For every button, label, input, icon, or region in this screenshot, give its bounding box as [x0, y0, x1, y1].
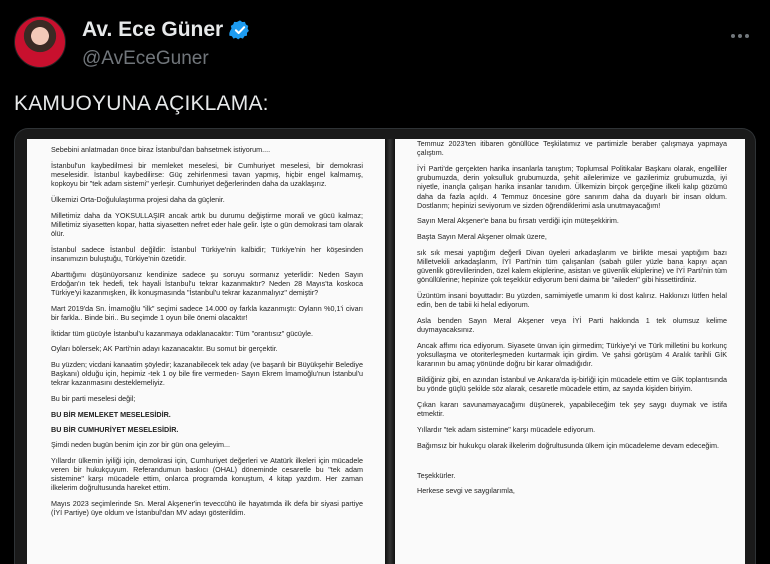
document-paragraph: BU BİR MEMLEKET MESELESİDİR.	[51, 409, 171, 419]
document-paragraph: Ülkemizi Orta-Doğululaştırma projesi daha da güçlenir.	[51, 194, 225, 204]
document-paragraph: Herkese sevgi ve saygılarımla,	[417, 486, 515, 496]
avatar[interactable]	[14, 16, 66, 68]
tweet-text: KAMUOYUNA AÇIKLAMA:	[14, 92, 269, 115]
verified-badge-icon	[229, 19, 251, 41]
document-page-right	[395, 139, 745, 564]
document-paragraph: Bağımsız bir hukukçu olarak ilkelerim doğrultusunda ülkem için mücadeleme devam edeceğim.	[417, 440, 720, 450]
document-paragraph: İYİ Parti'de gerçekten harika insanlarla tanıştım; Toplumsal Politikalar Başkanı olarak, engelliler grubumuzda, derin yoksulluk grubumuzda, şehit ailelerimize ve gazilerimiz grubumuzda, iyi niyetle, inançla çalışan harika insanlar tanıdım. Ülkemizin birçok gerçeğine ilkeli kalıp gözümü daha da fazla açıldı. 4 Temmuz öncesine göre sanırım daha da duyarlı bir insan oldum. Dostlarım; hepinizi seviyorum ve sizden öğrendiklerimi asla unutmayacağım!	[417, 163, 727, 210]
document-paragraph: Çıkan kararı savunamayacağımı düşünerek, yapabileceğim tek şey saygı duymak ve istifa etmektir.	[417, 399, 727, 419]
document-paragraph: İstanbul'un kaybedilmesi bir memleket meselesi, bir Cumhuriyet meselesi, bir demokrasi meselesidir. İstanbul kaybedilirse: Güç zehirlenmesi tavan yapmış, hiçbir engel kalmamış, kopkoyu bir "tek adam sistemi" yerleşir. Cumhuriyet değerlerinden daha da uzaklaşırız.	[51, 160, 363, 189]
document-paragraph: Asla benden Sayın Meral Akşener veya İYİ Parti hakkında 1 tek olumsuz kelime duymayacaksınız.	[417, 316, 727, 335]
page-gutter	[385, 139, 395, 564]
document-paragraph: Şimdi neden bugün benim için zor bir gün ona geleyim...	[51, 440, 230, 450]
document-paragraph: Ancak affımı rica ediyorum. Siyasete ünvan için girmedim; Türkiye'yi ve Türk milletini bu korkunç yoksullaşma ve otoriterleşmeden kurtarmak için girdim. Ve şahsi görüşüm 4 Aralık tarihli GİK kararının bu amaç yönünde doğru bir karar olmadığıdır.	[417, 340, 727, 369]
document-paragraph: Teşekkürler.	[417, 470, 456, 480]
tweet-image[interactable]	[14, 128, 756, 564]
document-paragraph: İstanbul sadece İstanbul değildir: İstanbul Türkiye'nin kalbidir; Türkiye'nin her köşesinden insanımızın buluştuğu, Türkiye'nin özetidir.	[51, 244, 363, 263]
document-paragraph: Yıllardır ülkemin iyiliği için, demokrasi için, Cumhuriyet değerleri ve Atatürk ilkeleri için mücadele veren bir hukukçuyum. Referandumun baskıcı (OHAL) döneminde cesaretle bu "tek adam sistemine" karşı mücadele ettim, onlarca programda konuştum, 4 kitap yazdım. Her zaman ilkelerim doğrultusunda hareket ettim.	[51, 455, 363, 493]
document-paragraph: Abarttığımı düşünüyorsanız kendinize sadece şu soruyu sormanız yeterlidir: Neden Sayın Erdoğan'ın tek hedefi, tek hayali İstanbul'u tekrar kazanmaktır? Neden 28 Mayıs'ta koskoca Türkiye'yi kazanmışken, ilk konuşmasında "İstanbul'u tekrar kazanmalıyız" demiştir?	[51, 269, 363, 297]
document-paragraph: Üzüntüm insani boyuttadır: Bu yüzden, samimiyetle umarım ki dost kalırız. Hakkınızı lütfen helal edin, ben de tabii ki helal ediyorum.	[417, 291, 727, 310]
document-paragraph: Başta Sayın Meral Akşener olmak üzere,	[417, 232, 547, 242]
display-name[interactable]: Av. Ece Güner	[82, 18, 224, 41]
document-paragraph	[417, 456, 727, 464]
handle[interactable]: @AvEceGuner	[82, 48, 209, 69]
document-paragraph: Sayın Meral Akşener'e bana bu fırsatı verdiği için müteşekkirim.	[417, 216, 619, 226]
document-paragraph: Oyları bölersek; AK Parti'nin adayı kazanacaktır. Bu somut bir gerçektir.	[51, 344, 278, 354]
document-paragraph: İktidar tüm gücüyle İstanbul'u kazanmaya odaklanacaktır: Tüm "orantısız" gücüyle.	[51, 328, 314, 338]
document-paragraph: Mart 2019'da Sn. İmamoğlu "ilk" seçimi sadece 14.000 oy farkla kazanmıştı: Oyların %0,1'i civarı bir farkla.. Binde biri.. Bu seçimde 1 oyun bile önemi olacaktır!	[51, 303, 363, 322]
document-paragraph: Temmuz 2023'ten itibaren gönüllüce Teşkilatımız ve partimizle beraber çalışmaya yapmaya çalıştım.	[417, 139, 727, 158]
tweet-header	[14, 14, 756, 74]
document-paragraph: Mayıs 2023 seçimlerinde Sn. Meral Akşener'in teveccühü ile hayatımda ilk defa bir siyasi partiye (İYİ Partiye) üye oldum ve İstanbul'dan MV adayı gösterildim.	[51, 499, 363, 518]
document-paragraph: BU BİR CUMHURİYET MESELESİDİR.	[51, 424, 179, 434]
name-row	[82, 18, 251, 42]
document-paragraph: Yıllardır "tek adam sistemine" karşı mücadele ediyorum.	[417, 424, 596, 434]
document-paragraph: Bu yüzden; vicdani kanaatim şöyledir; kazanabilecek tek aday (ve başarılı bir Büyükşehir Belediye Başkanı) olduğu için, hepimiz -tek 1 oy bile fire vermeden- Sayın Ekrem İmamoğlu'nun İstanbul'u tekrar kazanmasını desteklemeliyiz.	[51, 359, 363, 388]
document-paragraph: Bu bir parti meselesi değil;	[51, 394, 136, 404]
document-page-left	[27, 139, 385, 564]
more-options-icon[interactable]	[728, 24, 752, 48]
document-paragraph: Sebebini anlatmadan önce biraz İstanbul'dan bahsetmek istiyorum....	[51, 145, 271, 154]
document-paragraph: Bildiğiniz gibi, en azından İstanbul ve Ankara'da iş-birliği için mücadele ettim ve GİK toplantısında bu yönde güçlü şekilde söz alarak, cesaretle mücadele ettim, az sayıda kişiden biriyim.	[417, 375, 727, 394]
document-paragraph: sık sık mesai yaptığım değerli Divan üyeleri arkadaşlarım ve birlikte mesai yaptığım bazı Milletvekili arkadaşlarım, İYİ Parti'nin tüm çalışanları (sabah güler yüzle bana kapıyı açan güvenlik görevlilerinden, özel kalem ekiplerine, asistan ve güvenlik ekiplerine) ve İYİ Parti'nin tüm gönüllülerine; hepinize çok teşekkür ediyorum beni daima bir "aileden" gibi hissettirdiniz.	[417, 247, 727, 285]
document-paragraph: Milletimiz daha da YOKSULLAŞIR ancak artık bu durumu değiştirme morali ve gücü kalmaz; Milletimiz siyasetten kopar, hatta siyasetten nefret eder hale gelir. İşte o gün demokrasi tam olarak ölür.	[51, 210, 363, 238]
